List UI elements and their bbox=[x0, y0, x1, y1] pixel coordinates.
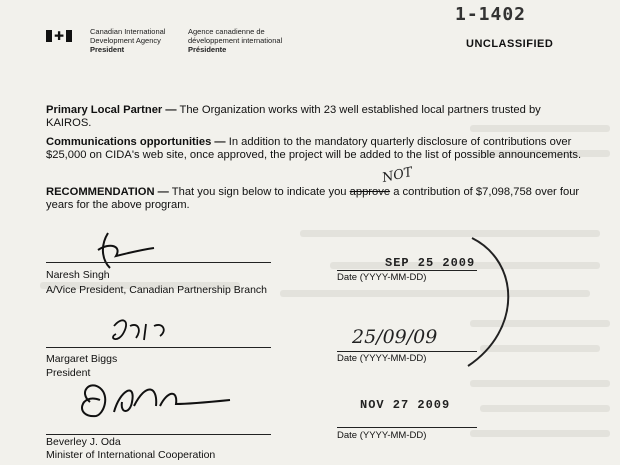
signature-line-2 bbox=[46, 347, 271, 348]
document-stamp-number: 1-1402 bbox=[455, 4, 527, 25]
handwritten-not-annotation: NOT bbox=[380, 164, 414, 187]
signatory-2-date-handwritten: 25/09/09 bbox=[352, 326, 438, 348]
recommendation-text-2: a contribution of $7,098,758 over four years for the above program. bbox=[46, 186, 580, 211]
date-line-3 bbox=[337, 427, 477, 428]
date-line-2 bbox=[337, 351, 477, 352]
signatory-3-name: Beverley J. Oda bbox=[46, 436, 121, 448]
signatory-3-date-stamp: NOV 27 2009 bbox=[360, 398, 451, 412]
comms-heading: Communications opportunities — bbox=[46, 136, 226, 148]
signature-beverley-oda bbox=[60, 372, 240, 432]
agency-en-line2: Development Agency bbox=[90, 36, 161, 45]
agency-en-line1: Canadian International bbox=[90, 27, 166, 36]
signatory-2-date-label: Date (YYYY-MM-DD) bbox=[337, 353, 427, 364]
recommendation-struck-word: approve bbox=[349, 186, 391, 198]
signature-line-1 bbox=[46, 262, 271, 263]
classification-label: UNCLASSIFIED bbox=[466, 38, 554, 50]
partner-heading: Primary Local Partner — bbox=[46, 104, 177, 116]
signature-margaret-biggs bbox=[104, 312, 184, 352]
signatory-3-title: Minister of International Cooperation bbox=[46, 449, 216, 461]
agency-fr-title: Présidente bbox=[188, 45, 227, 54]
signatory-1-title: A/Vice President, Canadian Partnership Branch bbox=[46, 284, 268, 296]
agency-fr-line1: Agence canadienne de bbox=[188, 27, 265, 36]
signatory-2-name: Margaret Biggs bbox=[46, 353, 118, 365]
date-line-1 bbox=[337, 270, 477, 271]
signatory-3-date-label: Date (YYYY-MM-DD) bbox=[337, 430, 427, 441]
agency-en-title: President bbox=[90, 45, 125, 54]
agency-fr-line2: développement international bbox=[188, 36, 283, 45]
recommendation-text-1: That you sign below to indicate you bbox=[171, 186, 347, 198]
signatory-1-date-label: Date (YYYY-MM-DD) bbox=[337, 272, 427, 283]
partner-text: The Organization works with 23 well established local partners trusted by KAIROS. bbox=[46, 104, 541, 129]
signatory-1-date-stamp: SEP 25 2009 bbox=[385, 256, 476, 270]
recommendation-heading: RECOMMENDATION — bbox=[46, 186, 169, 198]
canada-flag-icon: ✚ bbox=[46, 30, 72, 42]
signatory-2-title: President bbox=[46, 367, 91, 379]
comms-text: In addition to the mandatory quarterly disclosure of contributions over $25,000 on CIDA's web site, once approved, the project will be added to the list of possible announcements. bbox=[46, 136, 582, 161]
signature-line-3 bbox=[46, 434, 271, 435]
signatory-1-name: Naresh Singh bbox=[46, 269, 110, 281]
